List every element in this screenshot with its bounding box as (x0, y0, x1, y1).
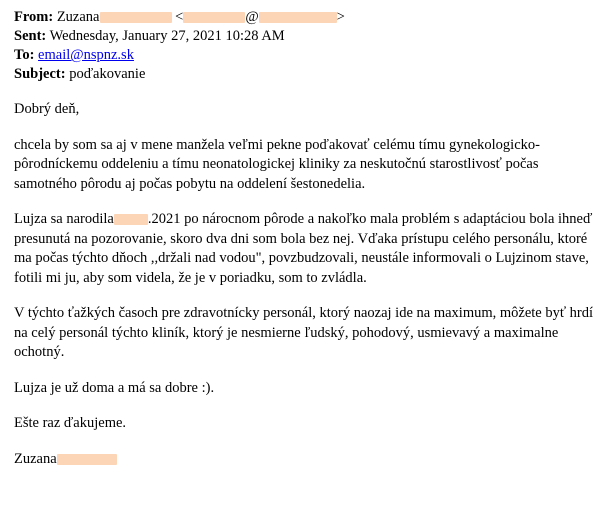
body-paragraph-2-part1: Lujza sa narodila (14, 211, 114, 227)
to-label: To: (14, 47, 35, 63)
body-paragraph-3: V týchto ťažkých časoch pre zdravotnícky personál, ktorý naozaj ide na maximum, môžete byť hrdí na celý personál týchto kliník, ktorý je nesmierne ľudský, pohodový, usmievavý a maximalne ochotný. (14, 305, 594, 360)
redaction-email-local (183, 12, 245, 23)
body-paragraph-4: Lujza je už doma a má sa dobre :). (14, 379, 215, 396)
body-paragraph-2-part2: .2021 po nárocnom pôrode a nakoľko mala problém s adaptáciou bola ihneď presunutá na pozorovanie, skoro dva dni som bola bez nej. Vďaka prístupu celého personálu, ktoré ma počas týchto dňoch ,,držali nad vodou", povzbudzovali, neustále informovali o Lujzinom stave, fotili mi ju, aby som videla, že je v poriadku, som to zvládla. (14, 211, 593, 286)
redaction-birth-date (114, 214, 148, 225)
from-value: Zuzana (56, 9, 100, 25)
signature-name: Zuzana (14, 450, 57, 467)
subject-value: poďakovanie (69, 66, 146, 82)
email-subject-line (14, 65, 600, 84)
body-paragraph-2 (14, 210, 600, 288)
email-bracket-close: > (336, 9, 345, 25)
email-from-line (14, 8, 600, 27)
body-greeting: Dobrý deň, (14, 101, 80, 117)
email-sent-line (14, 27, 600, 46)
redaction-email-domain (259, 12, 337, 23)
from-label: From: (14, 9, 54, 25)
sent-value: Wednesday, January 27, 2021 10:28 AM (49, 28, 285, 44)
email-bracket-open: < (175, 9, 184, 25)
body-paragraph-1: chcela by som sa aj v mene manžela veľmi pekne poďakovať celému tímu gynekologicko-pôrodníckemu oddeleniu a tímu neonatologickej kliniky za neskutočnú starostlivosť počas samotného pôrodu aj počas pobytu na oddelení šestonedelia. (14, 136, 540, 192)
body-paragraph-5: Ešte raz ďakujeme. (14, 415, 127, 431)
redaction-signature-surname (57, 454, 117, 465)
sent-label: Sent: (14, 28, 47, 44)
body-signature (14, 450, 600, 470)
email-body (14, 100, 600, 469)
to-email-link[interactable]: email@nspnz.sk (38, 47, 134, 63)
email-to-line (14, 46, 600, 65)
redaction-sender-surname (100, 12, 172, 23)
subject-label: Subject: (14, 66, 66, 82)
email-at-symbol: @ (245, 9, 259, 25)
